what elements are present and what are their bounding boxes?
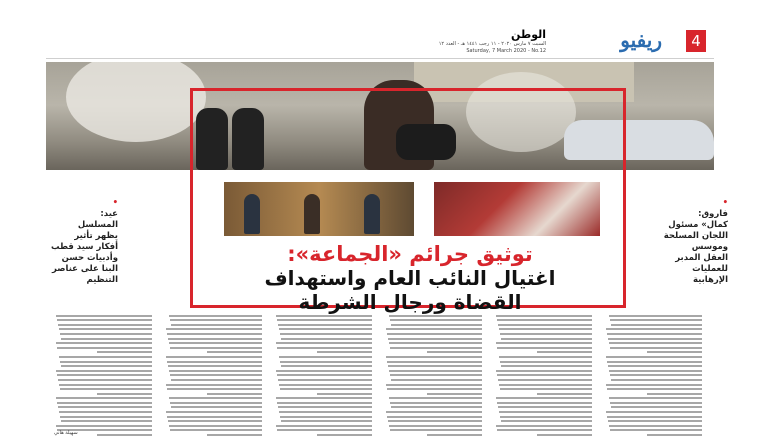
text-line (56, 315, 152, 317)
text-line (610, 402, 702, 404)
text-line (169, 425, 262, 427)
text-line (389, 315, 482, 317)
quote-line: عيد: (100, 209, 118, 219)
text-line (499, 384, 592, 386)
quote-line: الإرهابية (692, 275, 728, 285)
photo-smoke (66, 62, 206, 142)
text-line (56, 397, 152, 399)
text-line (647, 434, 702, 436)
inset-figure (304, 194, 320, 234)
text-line (606, 411, 702, 413)
text-line (389, 342, 482, 344)
text-line (647, 351, 702, 353)
text-line (169, 397, 262, 399)
page-number: 4 (686, 30, 706, 52)
headline (196, 242, 624, 314)
text-line (389, 370, 482, 372)
text-line (386, 328, 482, 330)
text-line (277, 402, 372, 404)
text-line (168, 365, 262, 367)
text-line (500, 388, 592, 390)
body-column (52, 312, 152, 439)
quote-line: اللجان المسلحة (663, 231, 728, 241)
quote-line: وموسس (691, 242, 728, 252)
text-line (57, 319, 152, 321)
text-line (278, 379, 372, 381)
quote-line: أفكار سيد قطب (50, 242, 118, 252)
text-line (166, 411, 262, 413)
text-line (169, 342, 262, 344)
text-line (281, 365, 372, 367)
text-line (497, 429, 592, 431)
text-line (60, 333, 152, 335)
masthead (426, 28, 546, 55)
text-line (276, 315, 372, 317)
text-line (606, 384, 702, 386)
text-line (277, 429, 372, 431)
text-line (497, 347, 592, 349)
text-line (166, 328, 262, 330)
text-line (57, 347, 152, 349)
text-line (167, 388, 262, 390)
text-line (496, 342, 592, 344)
bullet-icon: • (722, 198, 728, 208)
text-line (278, 324, 372, 326)
text-line (390, 374, 482, 376)
text-line (169, 370, 262, 372)
text-line (610, 319, 702, 321)
text-line (278, 406, 372, 408)
text-line (317, 351, 372, 353)
text-line (500, 361, 592, 363)
section-title: ريفيو (620, 28, 662, 52)
text-line (389, 425, 482, 427)
text-line (427, 434, 482, 436)
text-line (496, 425, 592, 427)
text-line (61, 420, 152, 422)
text-line (167, 333, 262, 335)
text-line (387, 361, 482, 363)
text-line (171, 324, 262, 326)
text-line (537, 434, 592, 436)
text-line (56, 342, 152, 344)
text-line (60, 361, 152, 363)
text-line (386, 384, 482, 386)
text-line (171, 379, 262, 381)
text-line (277, 319, 372, 321)
text-line (207, 393, 262, 395)
text-line (57, 402, 152, 404)
text-line (500, 416, 592, 418)
text-line (610, 429, 702, 431)
headline-line-2: اغتيال النائب العام واستهداف (264, 266, 556, 290)
text-line (498, 406, 592, 408)
body-column (272, 312, 372, 439)
text-line (611, 324, 702, 326)
text-line (609, 315, 702, 317)
text-line (170, 347, 262, 349)
quote-line: فاروق: (698, 209, 728, 219)
inset-figure (244, 194, 260, 234)
text-line (608, 338, 702, 340)
quote-line: وأدبيات حسن (61, 253, 118, 263)
text-line (427, 351, 482, 353)
body-column (492, 312, 592, 439)
text-line (496, 315, 592, 317)
newspaper-page (46, 20, 728, 439)
text-line (497, 319, 592, 321)
text-line (391, 379, 482, 381)
text-line (58, 379, 152, 381)
headline-line-1: توثيق جرائم «الجماعة»: (287, 242, 533, 266)
text-line (276, 397, 372, 399)
text-line (387, 388, 482, 390)
text-line (61, 365, 152, 367)
text-line (537, 351, 592, 353)
sidebar-quote-right (660, 198, 728, 286)
text-line (388, 420, 482, 422)
text-line (317, 434, 372, 436)
quote-line: كمال» مسئول (668, 220, 728, 230)
bullet-icon: • (112, 198, 118, 208)
text-line (501, 365, 592, 367)
text-line (170, 319, 262, 321)
text-line (606, 328, 702, 330)
header-rule (46, 58, 714, 59)
text-line (391, 406, 482, 408)
text-line (388, 338, 482, 340)
text-line (59, 411, 152, 413)
text-line (647, 393, 702, 395)
text-line (276, 342, 372, 344)
quote-line: يظهر تأثير (74, 231, 118, 241)
text-line (390, 347, 482, 349)
text-line (537, 393, 592, 395)
text-line (276, 370, 372, 372)
headline-line-3: القضاة ورجال الشرطة (298, 290, 522, 314)
sidebar-quote-left (50, 198, 118, 286)
text-line (97, 434, 152, 436)
text-line (166, 356, 262, 358)
quote-line: التنظيم (86, 275, 118, 285)
text-line (499, 411, 592, 413)
text-line (391, 324, 482, 326)
text-line (499, 328, 592, 330)
text-line (280, 361, 372, 363)
text-line (57, 374, 152, 376)
text-line (388, 365, 482, 367)
text-line (207, 351, 262, 353)
text-line (389, 397, 482, 399)
quote-line: للعمليات (692, 264, 728, 274)
text-line (607, 361, 702, 363)
text-line (390, 429, 482, 431)
inset-figure (364, 194, 380, 234)
body-column (162, 312, 262, 439)
text-line (281, 420, 372, 422)
text-line (277, 374, 372, 376)
text-line (280, 416, 372, 418)
text-line (390, 402, 482, 404)
text-line (497, 402, 592, 404)
text-line (497, 374, 592, 376)
text-line (170, 374, 262, 376)
text-line (166, 384, 262, 386)
text-line (610, 374, 702, 376)
text-line (609, 342, 702, 344)
text-line (386, 411, 482, 413)
text-line (608, 365, 702, 367)
text-line (279, 328, 372, 330)
inset-photo-police (222, 180, 416, 238)
text-line (56, 370, 152, 372)
text-line (167, 416, 262, 418)
text-line (607, 333, 702, 335)
text-line (58, 406, 152, 408)
paper-name: الوطن (510, 28, 546, 41)
text-line (279, 411, 372, 413)
text-line (386, 356, 482, 358)
text-line (279, 356, 372, 358)
text-line (56, 425, 152, 427)
quote-line: المسلسل (77, 220, 118, 230)
text-line (606, 356, 702, 358)
text-line (280, 388, 372, 390)
inset-photo-car (432, 180, 602, 238)
text-line (317, 393, 372, 395)
text-line (277, 347, 372, 349)
text-line (59, 328, 152, 330)
text-line (59, 384, 152, 386)
text-line (498, 324, 592, 326)
text-line (170, 429, 262, 431)
text-line (58, 324, 152, 326)
text-line (609, 425, 702, 427)
text-line (167, 361, 262, 363)
text-line (387, 416, 482, 418)
article-body (46, 312, 714, 439)
text-line (500, 333, 592, 335)
body-column (602, 312, 702, 439)
text-line (279, 384, 372, 386)
text-line (97, 351, 152, 353)
text-line (60, 388, 152, 390)
quote-line: العقل المدبر (675, 253, 728, 263)
text-line (387, 333, 482, 335)
byline: سهيلة هاني (54, 430, 78, 436)
text-line (607, 388, 702, 390)
text-line (498, 379, 592, 381)
text-line (501, 420, 592, 422)
quote-line: البنا على عناصر (52, 264, 118, 274)
text-line (207, 434, 262, 436)
text-line (427, 393, 482, 395)
text-line (496, 370, 592, 372)
text-line (609, 370, 702, 372)
text-line (496, 397, 592, 399)
text-line (276, 425, 372, 427)
date-line: السبت ٧ مارس ٢٠٢٠ - ١١ رجب ١٤٤١ هـ - العدد ١٢ (438, 41, 546, 47)
text-line (607, 416, 702, 418)
text-line (61, 338, 152, 340)
body-column (382, 312, 482, 439)
text-line (390, 319, 482, 321)
date-line-en: Saturday, 7 March 2020 - No.12 (466, 48, 546, 54)
text-line (170, 402, 262, 404)
text-line (611, 379, 702, 381)
text-line (169, 315, 262, 317)
text-line (168, 338, 262, 340)
text-line (168, 420, 262, 422)
text-line (610, 347, 702, 349)
text-line (280, 333, 372, 335)
text-line (59, 356, 152, 358)
text-line (608, 420, 702, 422)
text-line (501, 338, 592, 340)
text-line (97, 393, 152, 395)
text-line (60, 416, 152, 418)
text-line (171, 406, 262, 408)
text-line (499, 356, 592, 358)
text-line (609, 397, 702, 399)
text-line (281, 338, 372, 340)
text-line (611, 406, 702, 408)
